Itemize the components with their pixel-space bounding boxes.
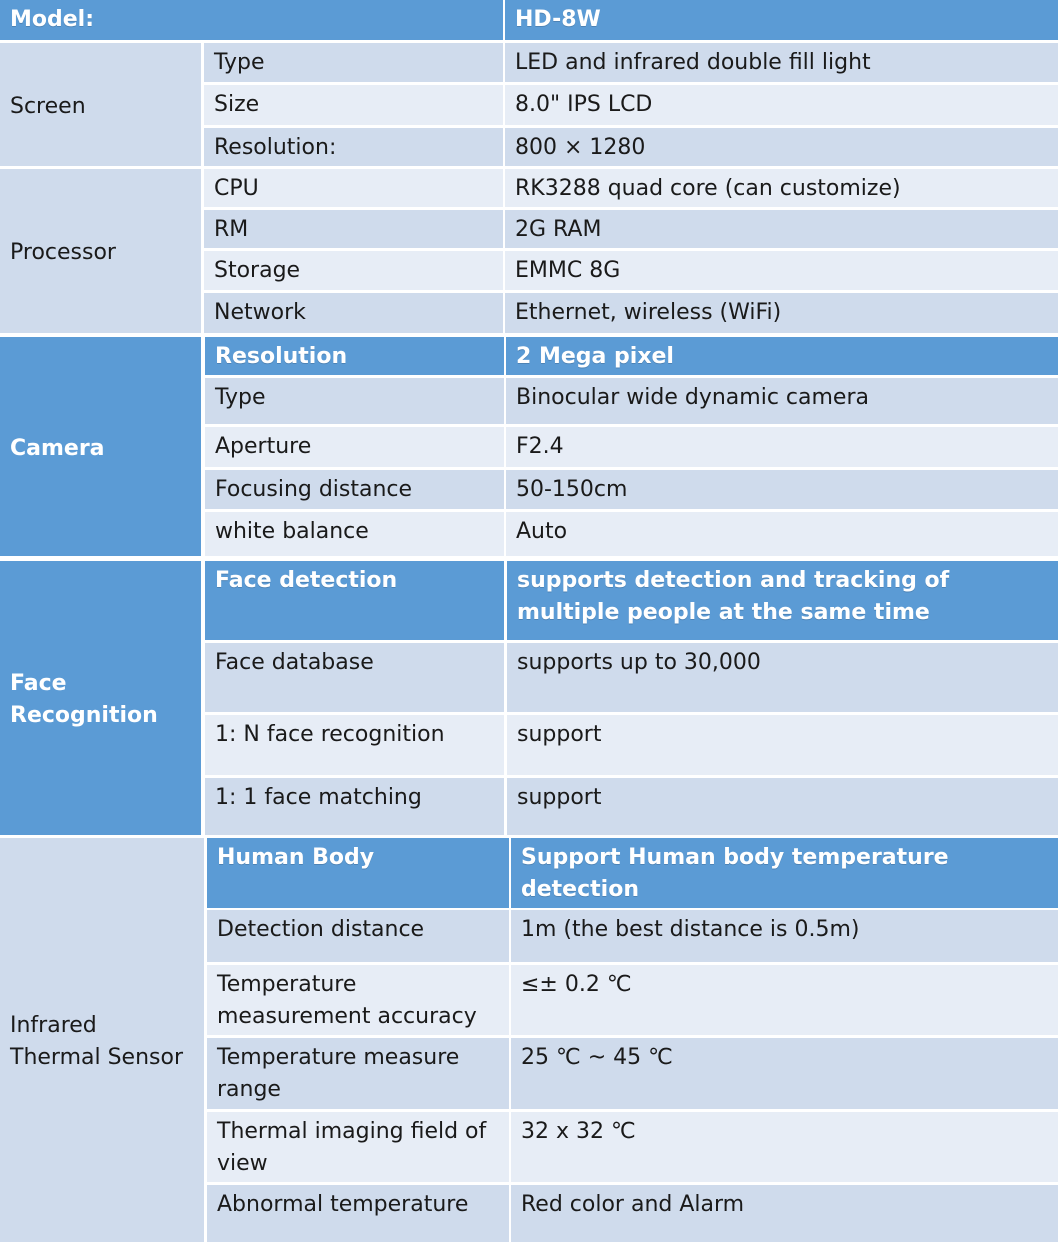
face-param: 1: 1 face matching: [205, 778, 504, 835]
camera-param: white balance: [205, 512, 504, 556]
processor-value: RK3288 quad core (can customize): [505, 169, 1058, 207]
face-value: support: [507, 778, 1058, 835]
face-value: supports up to 30,000: [507, 643, 1058, 712]
thermal-value: 25 ℃ ~ 45 ℃: [511, 1038, 1058, 1109]
group-screen: Screen: [0, 43, 201, 166]
model-label: Model:: [0, 0, 503, 40]
screen-value: 800 × 1280: [505, 128, 1058, 166]
screen-param: Size: [204, 85, 503, 125]
screen-param: Type: [204, 43, 503, 82]
processor-param: RM: [204, 210, 503, 248]
processor-param: CPU: [204, 169, 503, 207]
camera-value: 2 Mega pixel: [506, 337, 1058, 375]
camera-value: 50-150cm: [506, 470, 1058, 509]
screen-value: LED and infrared double fill light: [505, 43, 1058, 82]
camera-value: F2.4: [506, 427, 1058, 467]
screen-value: 8.0" IPS LCD: [505, 85, 1058, 125]
camera-param: Aperture: [205, 427, 504, 467]
camera-param: Focusing distance: [205, 470, 504, 509]
thermal-value: 1m (the best distance is 0.5m): [511, 910, 1058, 962]
group-face-recognition: Face Recognition: [0, 561, 201, 835]
face-value: support: [507, 715, 1058, 775]
model-value: HD-8W: [505, 0, 1058, 40]
thermal-param: Thermal imaging field of view: [207, 1112, 509, 1182]
thermal-value: Support Human body temperature detection: [511, 838, 1058, 908]
face-value: supports detection and tracking of multiple people at the same time: [507, 561, 1058, 640]
camera-value: Binocular wide dynamic camera: [506, 378, 1058, 424]
processor-param: Network: [204, 293, 503, 333]
face-param: Face database: [205, 643, 504, 712]
processor-value: 2G RAM: [505, 210, 1058, 248]
camera-value: Auto: [506, 512, 1058, 556]
group-infrared-thermal-sensor: Infrared Thermal Sensor: [0, 838, 204, 1242]
thermal-param: Temperature measurement accuracy: [207, 965, 509, 1035]
group-camera: Camera: [0, 337, 201, 556]
thermal-value: ≤± 0.2 ℃: [511, 965, 1058, 1035]
face-param: 1: N face recognition: [205, 715, 504, 775]
thermal-value: 32 x 32 ℃: [511, 1112, 1058, 1182]
processor-value: EMMC 8G: [505, 251, 1058, 290]
camera-param: Resolution: [205, 337, 504, 375]
thermal-param: Abnormal temperature: [207, 1185, 509, 1242]
thermal-param: Temperature measure range: [207, 1038, 509, 1109]
group-processor: Processor: [0, 169, 201, 333]
thermal-param: Detection distance: [207, 910, 509, 962]
face-param: Face detection: [205, 561, 504, 640]
processor-value: Ethernet, wireless (WiFi): [505, 293, 1058, 333]
processor-param: Storage: [204, 251, 503, 290]
thermal-param: Human Body: [207, 838, 509, 908]
screen-param: Resolution:: [204, 128, 503, 166]
camera-param: Type: [205, 378, 504, 424]
thermal-value: Red color and Alarm: [511, 1185, 1058, 1242]
